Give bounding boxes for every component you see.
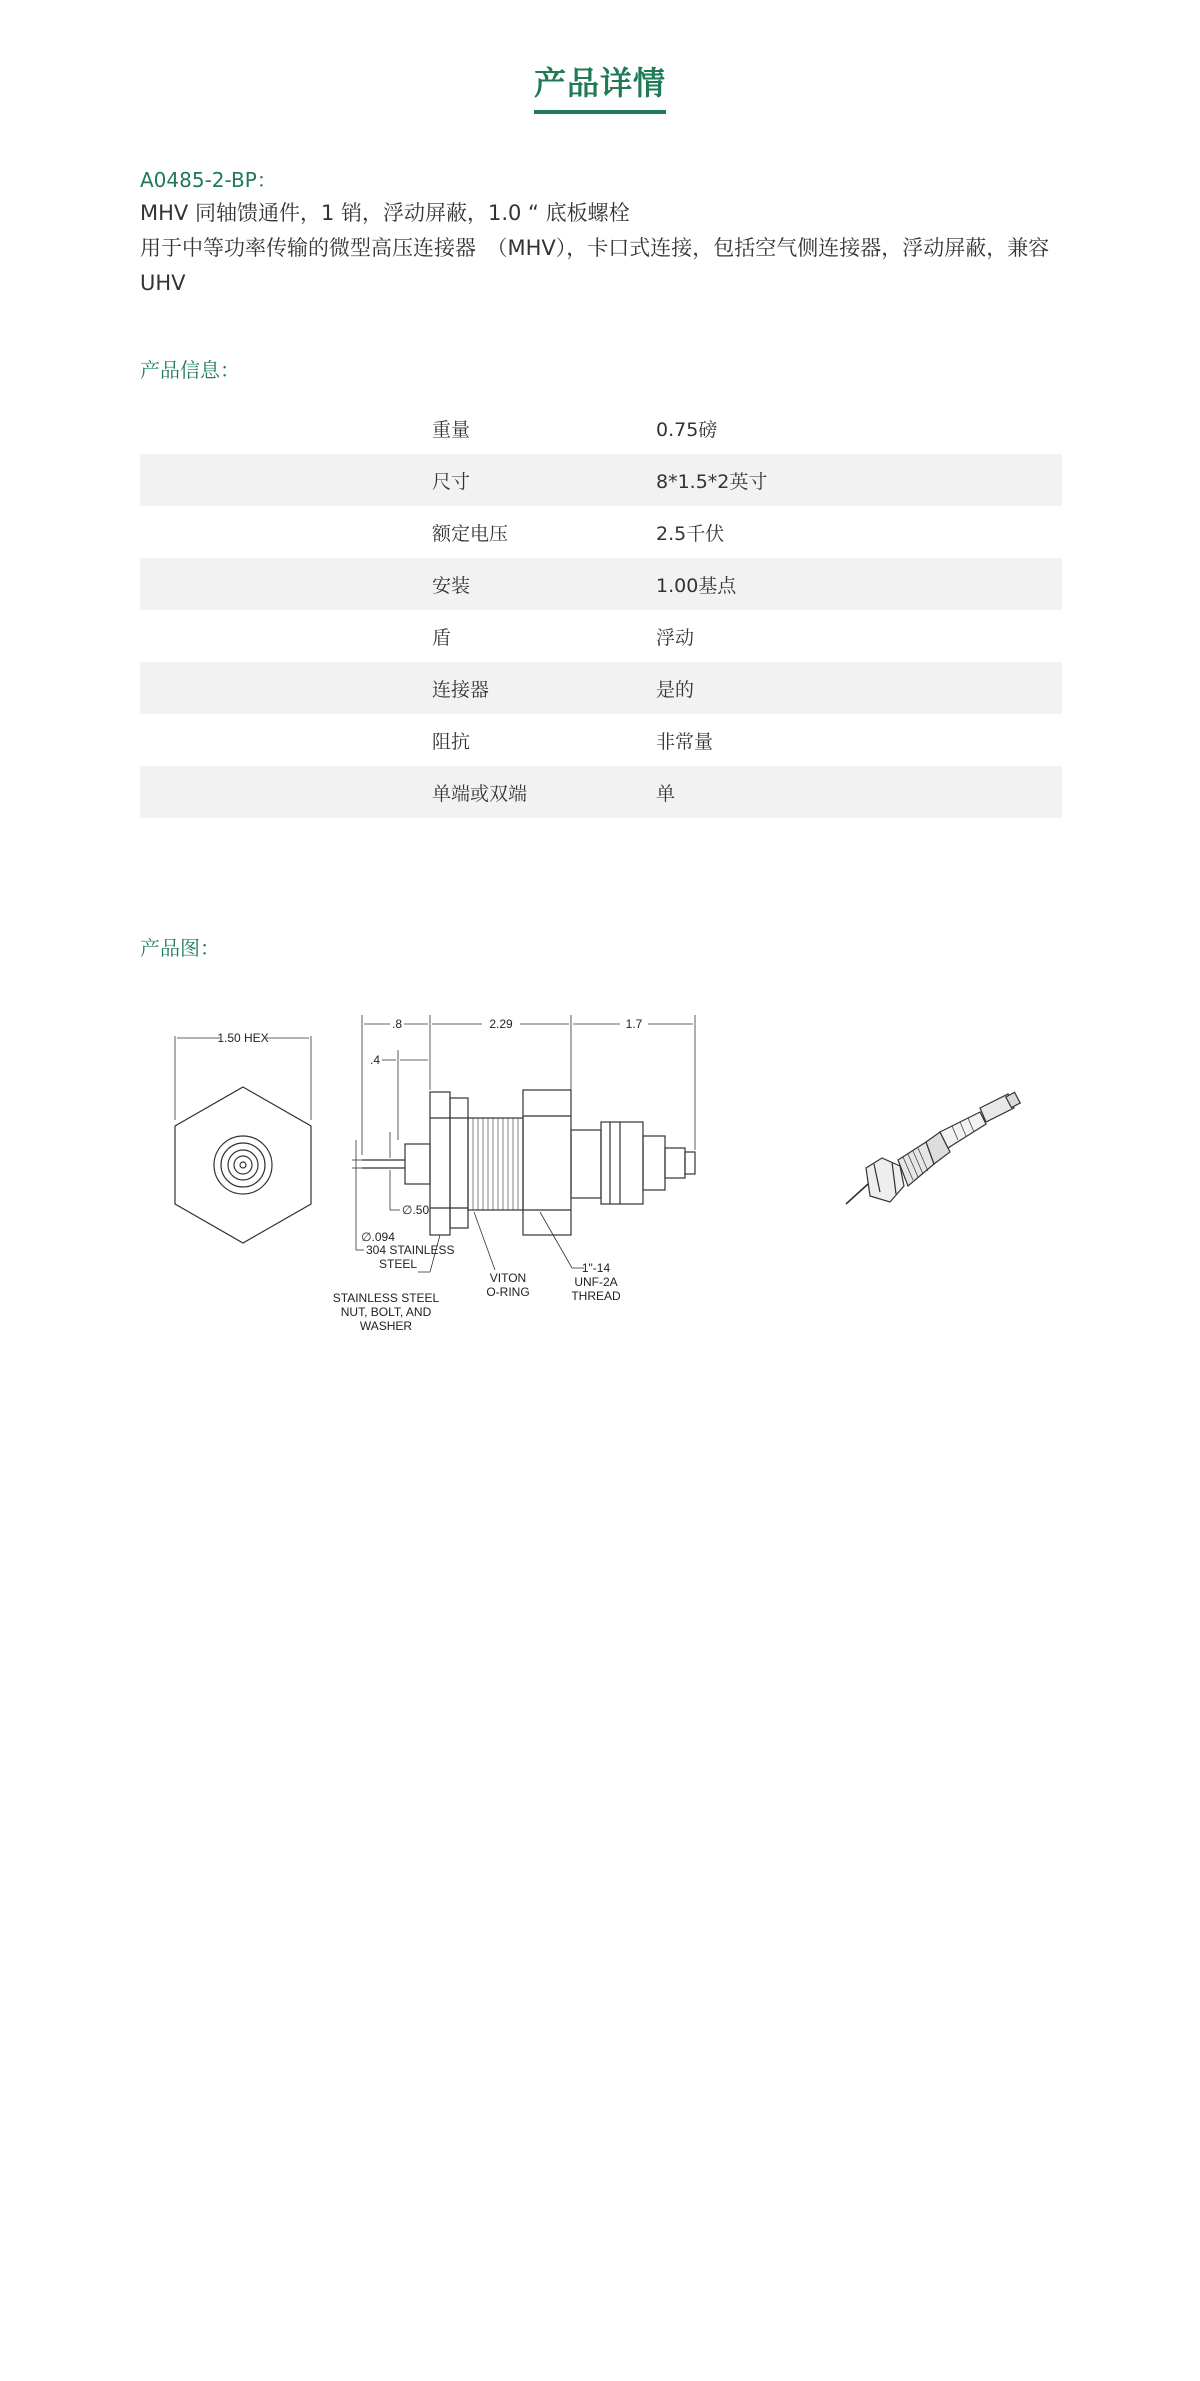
model-label: A0485-2-BP： bbox=[140, 168, 277, 192]
hex-front-view bbox=[175, 1036, 311, 1243]
dim-hex: 1.50 HEX bbox=[217, 1031, 269, 1045]
product-drawing bbox=[140, 990, 1062, 1360]
table-row bbox=[140, 766, 1062, 818]
callout-viton-line-1: VITON bbox=[489, 1271, 527, 1285]
table-row bbox=[140, 454, 1062, 506]
table-row bbox=[140, 506, 1062, 558]
spec-value: 浮动 bbox=[656, 626, 695, 649]
callout-304-line-1: 304 STAINLESS bbox=[366, 1243, 455, 1257]
page-title: 产品详情 bbox=[534, 58, 666, 114]
technical-drawing-svg bbox=[140, 990, 1062, 1360]
dim-17: 1.7 bbox=[625, 1017, 643, 1031]
spec-name: 尺寸 bbox=[140, 454, 656, 506]
callout-nut-line-3: WASHER bbox=[359, 1319, 413, 1333]
spec-name: 盾 bbox=[432, 626, 452, 649]
spec-name: 重量 bbox=[432, 418, 471, 441]
dim-229: 2.29 bbox=[489, 1017, 513, 1031]
spec-name: 安装 bbox=[140, 558, 656, 610]
dim-8: .8 bbox=[391, 1017, 403, 1031]
spec-name: 连接器 bbox=[140, 662, 656, 714]
spec-value: 非常量 bbox=[656, 730, 714, 753]
title-wrap bbox=[0, 58, 1200, 114]
spec-value: 单 bbox=[656, 766, 1062, 818]
spec-name: 额定电压 bbox=[432, 522, 509, 545]
dim-4: .4 bbox=[369, 1053, 380, 1067]
table-row bbox=[140, 714, 1062, 766]
dim-dia-50: ∅.50 bbox=[402, 1203, 430, 1217]
callout-nut-line-1: STAINLESS STEEL bbox=[332, 1291, 440, 1305]
spec-value: 1.00基点 bbox=[656, 558, 1062, 610]
spec-name: 单端或双端 bbox=[140, 766, 656, 818]
description-line-1: MHV 同轴馈通件，1 销，浮动屏蔽，1.0 “ 底板螺栓 bbox=[140, 201, 630, 225]
callout-viton-line-2: O-RING bbox=[486, 1285, 530, 1299]
callout-thread-line-1: 1"-14 bbox=[581, 1261, 611, 1275]
figure-label: 产品图： bbox=[140, 936, 220, 960]
product-description bbox=[140, 196, 1062, 301]
thread-lines bbox=[473, 1118, 518, 1210]
spec-name: 阻抗 bbox=[432, 730, 471, 753]
info-label: 产品信息： bbox=[140, 358, 240, 382]
spec-value: 8*1.5*2英寸 bbox=[656, 454, 1062, 506]
table-row bbox=[140, 558, 1062, 610]
callout-thread-line-2: UNF-2A bbox=[574, 1275, 618, 1289]
connector-3d-render bbox=[846, 1092, 1020, 1204]
table-row bbox=[140, 662, 1062, 714]
table-row bbox=[140, 610, 1062, 662]
spec-value: 2.5千伏 bbox=[656, 522, 725, 545]
spec-value: 是的 bbox=[656, 662, 1062, 714]
description-line-2: 用于中等功率传输的微型高压连接器 （MHV），卡口式连接，包括空气侧连接器，浮动屏蔽，兼容 UHV bbox=[140, 236, 1050, 295]
callout-nut-line-2: NUT, BOLT, AND bbox=[340, 1305, 432, 1319]
dim-dia-094: ∅.094 bbox=[361, 1230, 395, 1244]
table-row bbox=[140, 402, 1062, 454]
spec-table bbox=[140, 402, 1062, 818]
spec-value: 0.75磅 bbox=[656, 418, 718, 441]
callout-thread-line-3: THREAD bbox=[571, 1289, 621, 1303]
callout-304-line-2: STEEL bbox=[378, 1257, 418, 1271]
